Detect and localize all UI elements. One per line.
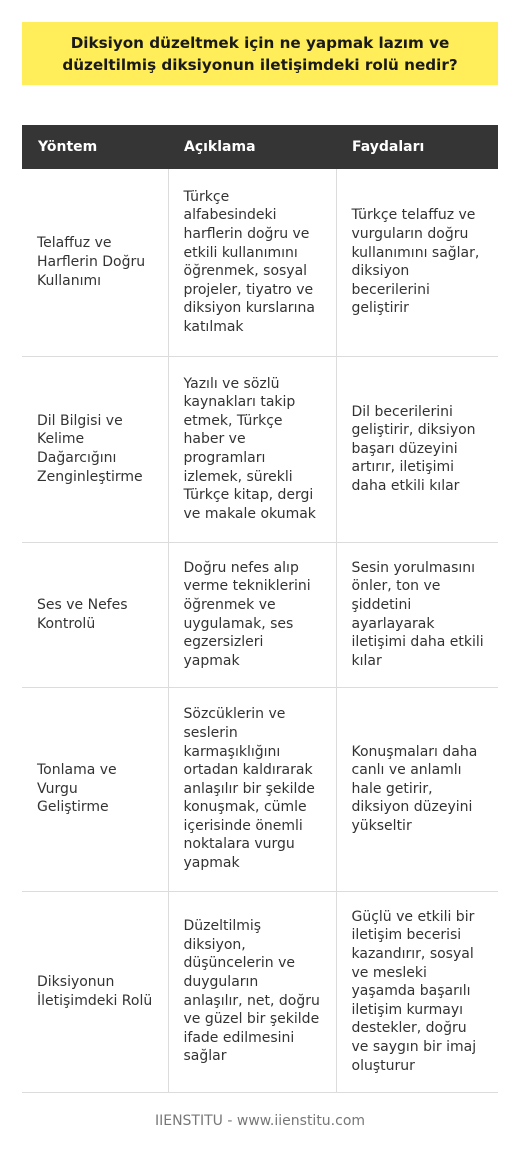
cell-description: Türkçe alfabesindeki harflerin doğru ve etkili kullanımını öğrenmek, sosyal projeler, tiyatro ve diksiyon kurslarına katılmak xyxy=(168,169,336,356)
header-benefits: Faydaları xyxy=(336,125,498,169)
header-description: Açıklama xyxy=(168,125,336,169)
cell-method: Diksiyonun İletişimdeki Rolü xyxy=(22,891,168,1092)
cell-benefits: Sesin yorulmasını önler, ton ve şiddetini ayarlayarak iletişimi daha etkili kılar xyxy=(336,542,498,687)
cell-benefits: Konuşmaları daha canlı ve anlamlı hale getirir, diksiyon düzeyini yükseltir xyxy=(336,687,498,891)
methods-table xyxy=(22,125,498,1093)
table-row xyxy=(22,891,498,1092)
cell-method: Telaffuz ve Harflerin Doğru Kullanımı xyxy=(22,169,168,356)
cell-benefits: Türkçe telaffuz ve vurguların doğru kullanımını sağlar, diksiyon becerilerini geliştirir xyxy=(336,169,498,356)
footer-credit: IIENSTITU - www.iienstitu.com xyxy=(154,1113,366,1129)
cell-description: Düzeltilmiş diksiyon, düşüncelerin ve duyguların anlaşılır, net, doğru ve güzel bir şekilde ifade edilmesini sağlar xyxy=(168,891,336,1092)
table-row xyxy=(22,356,498,542)
cell-description: Doğru nefes alıp verme tekniklerini öğrenmek ve uygulamak, ses egzersizleri yapmak xyxy=(168,542,336,687)
table-row xyxy=(22,169,498,356)
table-row xyxy=(22,542,498,687)
header-method: Yöntem xyxy=(22,125,168,169)
title-banner xyxy=(22,22,498,85)
cell-method: Ses ve Nefes Kontrolü xyxy=(22,542,168,687)
cell-description: Yazılı ve sözlü kaynakları takip etmek, Türkçe haber ve programları izlemek, sürekli Türkçe kitap, dergi ve makale okumak xyxy=(168,356,336,542)
cell-description: Sözcüklerin ve seslerin karmaşıklığını ortadan kaldırarak anlaşılır bir şekilde konuşmak, cümle içerisinde önemli noktalara vurgu yapmak xyxy=(168,687,336,891)
cell-benefits: Güçlü ve etkili bir iletişim becerisi kazandırır, sosyal ve mesleki yaşamda başarılı iletişim kurmayı destekler, doğru ve saygın bir imaj oluşturur xyxy=(336,891,498,1092)
cell-benefits: Dil becerilerini geliştirir, diksiyon başarı düzeyini artırır, iletişimi daha etkili kılar xyxy=(336,356,498,542)
table-row xyxy=(22,687,498,891)
table-header-row xyxy=(22,125,498,169)
cell-method: Tonlama ve Vurgu Geliştirme xyxy=(22,687,168,891)
page-title: Diksiyon düzeltmek için ne yapmak lazım ve düzeltilmiş diksiyonun iletişimdeki rolü nedir? xyxy=(62,33,458,74)
cell-method: Dil Bilgisi ve Kelime Dağarcığını Zenginleştirme xyxy=(22,356,168,542)
